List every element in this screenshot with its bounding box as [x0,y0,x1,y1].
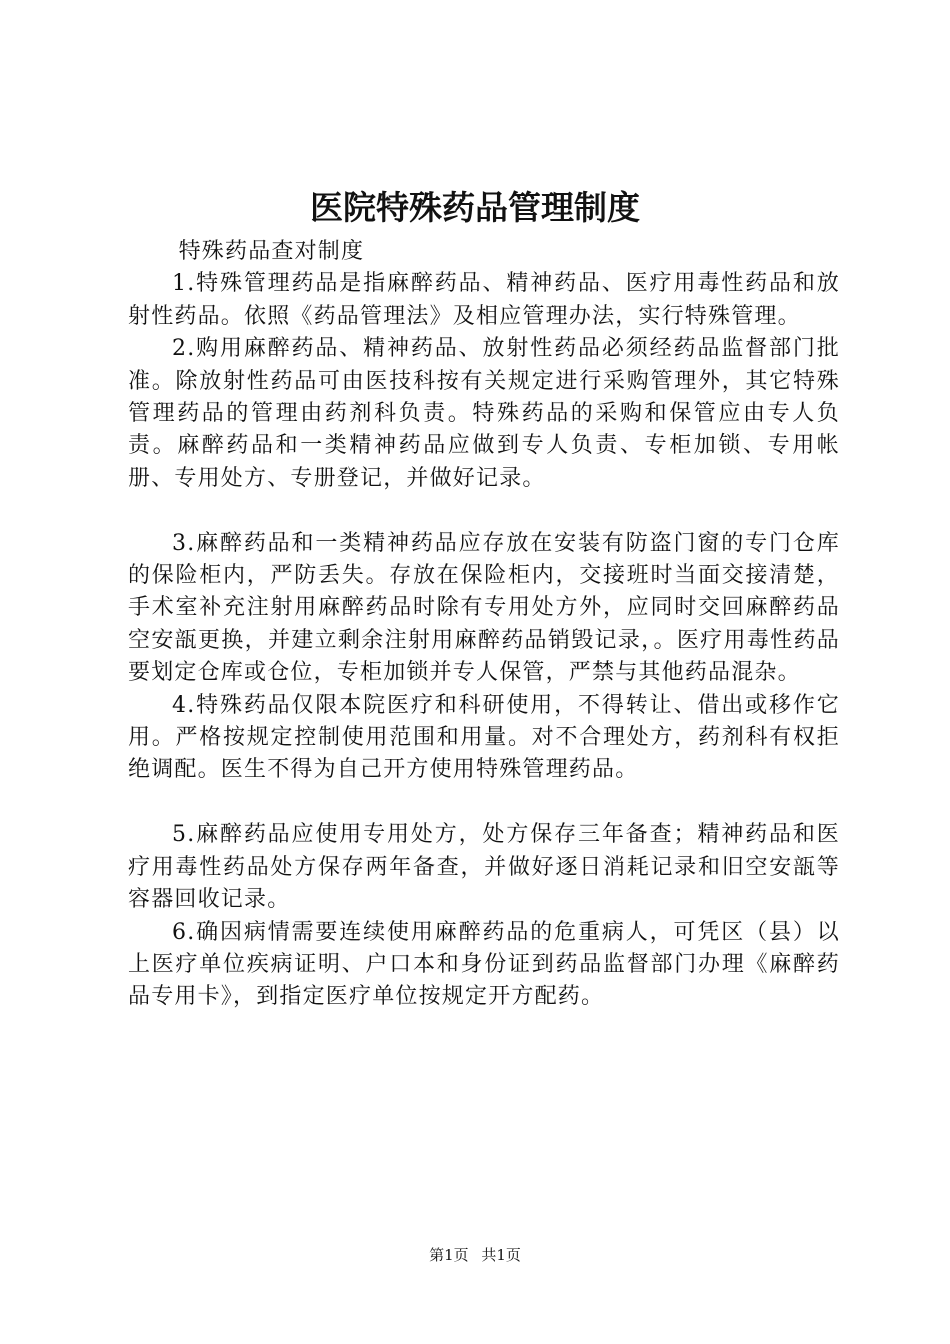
paragraph-3: 3.麻醉药品和一类精神药品应存放在安装有防盗门窗的专门仓库的保险柜内，严防丢失。存放在保险柜内，交接班时当面交接清楚，手术室补充注射用麻醉药品时除有专用处方外，应同时交回麻醉药品空安瓿更换，并建立剩余注射用麻醉药品销毁记录，。医疗用毒性药品要划定仓库或仓位，专柜加锁并专人保管，严禁与其他药品混杂。 [128,530,840,686]
paragraph-1: 1.特殊管理药品是指麻醉药品、精神药品、医疗用毒性药品和放射性药品。依照《药品管理法》及相应管理办法，实行特殊管理。 [128,271,840,329]
document-title: 医院特殊药品管理制度 [310,188,640,227]
section-subtitle: 特殊药品查对制度 [178,239,365,264]
paragraph-4: 4.特殊药品仅限本院医疗和科研使用，不得转让、借出或移作它用。严格按规定控制使用范围和用量。对不合理处方，药剂科有权拒绝调配。医生不得为自己开方使用特殊管理药品。 [128,692,840,783]
page-footer [0,1245,950,1265]
paragraph-6: 6.确因病情需要连续使用麻醉药品的危重病人，可凭区（县）以上医疗单位疾病证明、户口本和身份证到药品监督部门办理《麻醉药品专用卡》，到指定医疗单位按规定开方配药。 [128,919,840,1010]
page-total: 共1页 [481,1246,521,1264]
paragraph-5: 5.麻醉药品应使用专用处方，处方保存三年备查；精神药品和医疗用毒性药品处方保存两年备查，并做好逐日消耗记录和旧空安瓿等容器回收记录。 [128,822,840,913]
paragraph-2: 2.购用麻醉药品、精神药品、放射性药品必须经药品监督部门批准。除放射性药品可由医技科按有关规定进行采购管理外，其它特殊管理药品的管理由药剂科负责。特殊药品的采购和保管应由专人负责。麻醉药品和一类精神药品应做到专人负责、专柜加锁、专用帐册、专用处方、专册登记，并做好记录。 [128,336,840,491]
document-body [128,236,840,1014]
page-number: 第1页 [429,1246,469,1264]
